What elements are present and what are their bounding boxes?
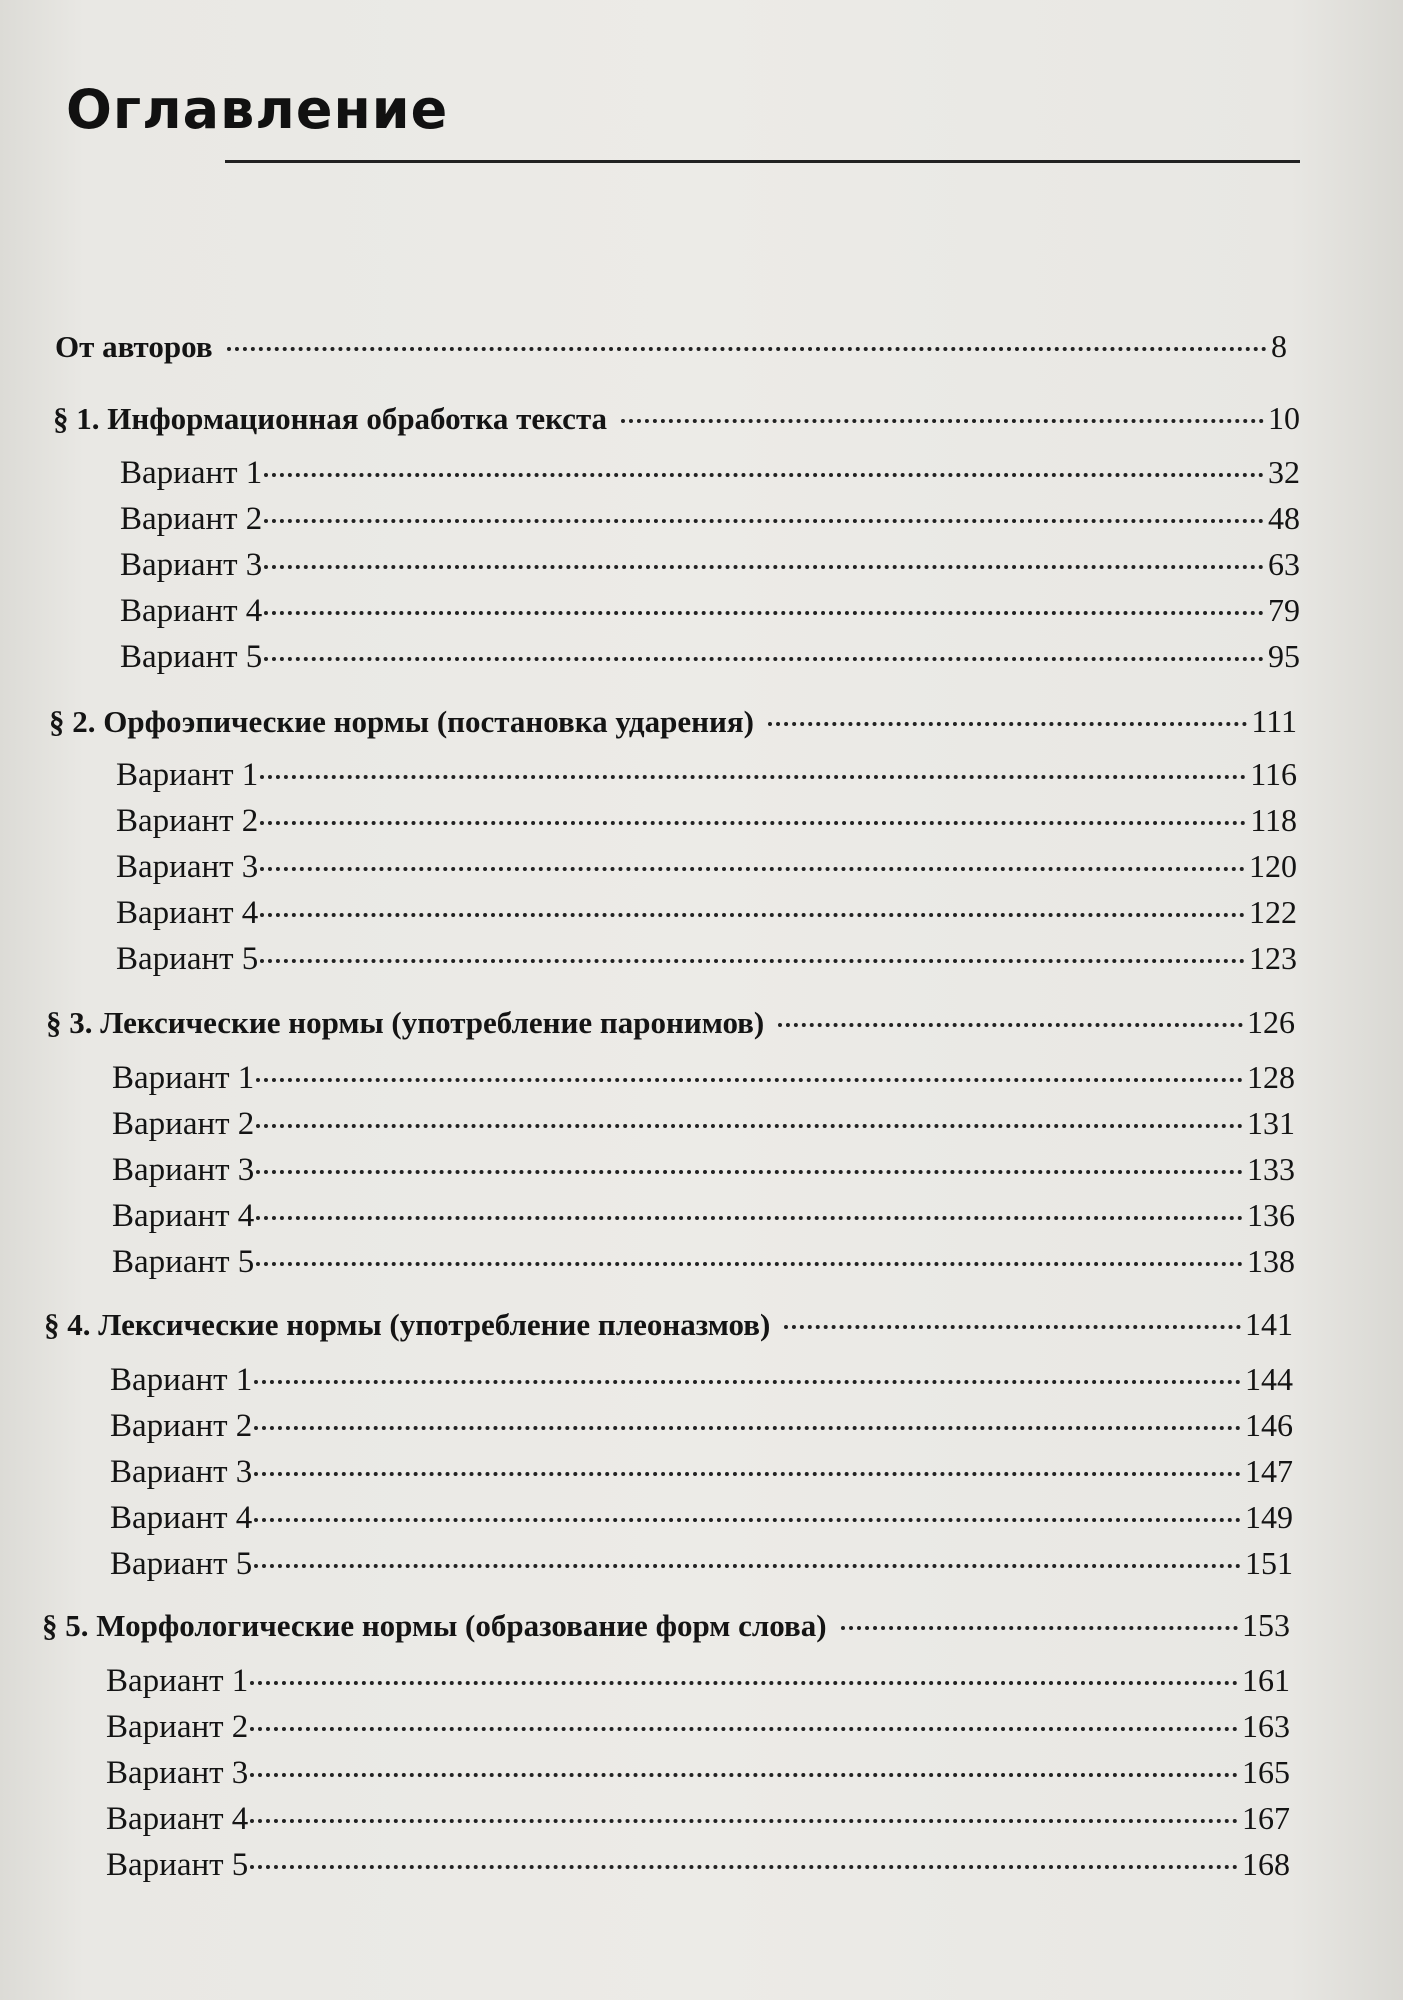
toc-variant[interactable] [112, 1059, 1295, 1097]
page-title: Оглавление [66, 78, 449, 141]
toc-entry-label: Вариант 3 [110, 1454, 253, 1490]
toc-entry-label: Вариант 3 [106, 1755, 249, 1791]
toc-entry-page: 79 [1268, 592, 1300, 628]
dot-leader [254, 1426, 1241, 1430]
toc-entry-page: 120 [1249, 848, 1297, 884]
dot-leader [784, 1325, 1241, 1329]
toc-entry-page: 95 [1268, 638, 1300, 674]
toc-variant[interactable] [110, 1545, 1293, 1583]
toc-entry-page: 126 [1247, 1004, 1295, 1040]
dot-leader [264, 473, 1264, 477]
toc-entry-label: Вариант 2 [116, 803, 259, 839]
dot-leader [227, 347, 1267, 351]
dot-leader [254, 1380, 1241, 1384]
toc-entry-authors[interactable] [55, 328, 1287, 365]
dot-leader [256, 1216, 1243, 1220]
toc-entry-page: 151 [1245, 1545, 1293, 1581]
toc-entry-page: 63 [1268, 546, 1300, 582]
toc-entry-label: Вариант 3 [112, 1152, 255, 1188]
toc-entry-page: 128 [1247, 1059, 1295, 1095]
toc-entry-label: Вариант 3 [120, 547, 263, 583]
toc-entry-label: Вариант 5 [120, 639, 263, 675]
dot-leader [254, 1472, 1241, 1476]
dot-leader [621, 419, 1264, 423]
toc-entry-label: Вариант 2 [112, 1106, 255, 1142]
toc-entry-page: 48 [1268, 500, 1300, 536]
toc-entry-page: 133 [1247, 1151, 1295, 1187]
toc-entry-page: 167 [1242, 1800, 1290, 1836]
toc-entry-label: Вариант 1 [116, 757, 259, 793]
toc-variant[interactable] [106, 1754, 1290, 1792]
toc-variant[interactable] [110, 1361, 1293, 1399]
toc-entry-label: Вариант 2 [106, 1709, 249, 1745]
toc-variant[interactable] [116, 802, 1297, 840]
toc-entry-label: Вариант 4 [110, 1500, 253, 1536]
dot-leader [264, 657, 1264, 661]
toc-entry-label: Вариант 3 [116, 849, 259, 885]
toc-entry-label: Вариант 2 [120, 501, 263, 537]
dot-leader [768, 722, 1247, 726]
toc-variant[interactable] [110, 1453, 1293, 1491]
toc-entry-label: Вариант 5 [116, 941, 259, 977]
dot-leader [254, 1518, 1241, 1522]
dot-leader [260, 913, 1245, 917]
toc-variant[interactable] [120, 454, 1300, 492]
dot-leader [250, 1727, 1238, 1731]
dot-leader [260, 775, 1246, 779]
toc-variant[interactable] [106, 1662, 1290, 1700]
dot-leader [250, 1681, 1238, 1685]
toc-entry-label: Вариант 5 [112, 1244, 255, 1280]
toc-section-4[interactable] [44, 1306, 1293, 1343]
toc-entry-label: § 5. Морфологические нормы (образование форм слова) [42, 1608, 827, 1643]
toc-entry-page: 136 [1247, 1197, 1295, 1233]
toc-entry-page: 146 [1245, 1407, 1293, 1443]
toc-variant[interactable] [106, 1846, 1290, 1884]
toc-entry-label: От авторов [55, 329, 213, 364]
toc-variant[interactable] [120, 638, 1300, 676]
toc-entry-page: 165 [1242, 1754, 1290, 1790]
toc-entry-label: § 4. Лексические нормы (употребление плеоназмов) [44, 1307, 771, 1342]
toc-variant[interactable] [110, 1499, 1293, 1537]
toc-entry-label: Вариант 2 [110, 1408, 253, 1444]
toc-variant[interactable] [112, 1243, 1295, 1281]
toc-entry-label: Вариант 1 [112, 1060, 255, 1096]
dot-leader [841, 1626, 1238, 1630]
toc-section-3[interactable] [46, 1004, 1295, 1041]
toc-entry-page: 138 [1247, 1243, 1295, 1279]
toc-entry-page: 118 [1250, 802, 1297, 838]
toc-section-1[interactable] [53, 400, 1300, 437]
toc-entry-label: Вариант 1 [120, 455, 263, 491]
toc-entry-page: 144 [1245, 1361, 1293, 1397]
toc-variant[interactable] [120, 546, 1300, 584]
dot-leader [260, 867, 1245, 871]
toc-entry-page: 122 [1249, 894, 1297, 930]
toc-entry-label: Вариант 1 [110, 1362, 253, 1398]
dot-leader [264, 519, 1264, 523]
dot-leader [254, 1564, 1241, 1568]
toc-entry-page: 123 [1249, 940, 1297, 976]
toc-variant[interactable] [106, 1800, 1290, 1838]
toc-entry-page: 153 [1242, 1607, 1290, 1643]
toc-entry-page: 131 [1247, 1105, 1295, 1141]
toc-entry-page: 141 [1245, 1306, 1293, 1342]
toc-entry-page: 32 [1268, 454, 1300, 490]
toc-variant[interactable] [116, 894, 1297, 932]
dot-leader [256, 1078, 1243, 1082]
toc-entry-page: 168 [1242, 1846, 1290, 1882]
toc-entry-label: Вариант 5 [106, 1847, 249, 1883]
toc-variant[interactable] [120, 592, 1300, 630]
toc-entry-label: Вариант 4 [106, 1801, 249, 1837]
toc-section-5[interactable] [42, 1607, 1290, 1644]
toc-variant[interactable] [106, 1708, 1290, 1746]
toc-section-2[interactable] [49, 703, 1297, 740]
dot-leader [250, 1865, 1238, 1869]
toc-variant[interactable] [116, 940, 1297, 978]
toc-variant[interactable] [120, 500, 1300, 538]
toc-variant[interactable] [112, 1197, 1295, 1235]
dot-leader [260, 821, 1246, 825]
dot-leader [264, 565, 1264, 569]
toc-variant[interactable] [110, 1407, 1293, 1445]
toc-entry-page: 116 [1250, 756, 1297, 792]
toc-entry-label: Вариант 4 [116, 895, 259, 931]
toc-entry-page: 10 [1268, 400, 1300, 436]
dot-leader [778, 1023, 1243, 1027]
toc-entry-label: § 1. Информационная обработка текста [53, 401, 608, 436]
dot-leader [260, 959, 1245, 963]
toc-entry-page: 111 [1251, 703, 1297, 739]
toc-entry-page: 147 [1245, 1453, 1293, 1489]
toc-entry-label: Вариант 5 [110, 1546, 253, 1582]
dot-leader [256, 1262, 1243, 1266]
toc-entry-page: 163 [1242, 1708, 1290, 1744]
toc-entry-label: Вариант 4 [112, 1198, 255, 1234]
dot-leader [264, 611, 1264, 615]
toc-variant[interactable] [112, 1151, 1295, 1189]
toc-entry-label: § 3. Лексические нормы (употребление паронимов) [46, 1005, 765, 1040]
dot-leader [256, 1124, 1243, 1128]
toc-entry-page: 8 [1271, 328, 1287, 364]
toc-variant[interactable] [112, 1105, 1295, 1143]
toc-variant[interactable] [116, 756, 1297, 794]
dot-leader [250, 1773, 1238, 1777]
toc-variant[interactable] [116, 848, 1297, 886]
toc-entry-page: 161 [1242, 1662, 1290, 1698]
toc-entry-label: Вариант 4 [120, 593, 263, 629]
dot-leader [250, 1819, 1238, 1823]
toc-entry-page: 149 [1245, 1499, 1293, 1535]
toc-entry-label: Вариант 1 [106, 1663, 249, 1699]
dot-leader [256, 1170, 1243, 1174]
toc-entry-label: § 2. Орфоэпические нормы (постановка ударения) [49, 704, 754, 739]
